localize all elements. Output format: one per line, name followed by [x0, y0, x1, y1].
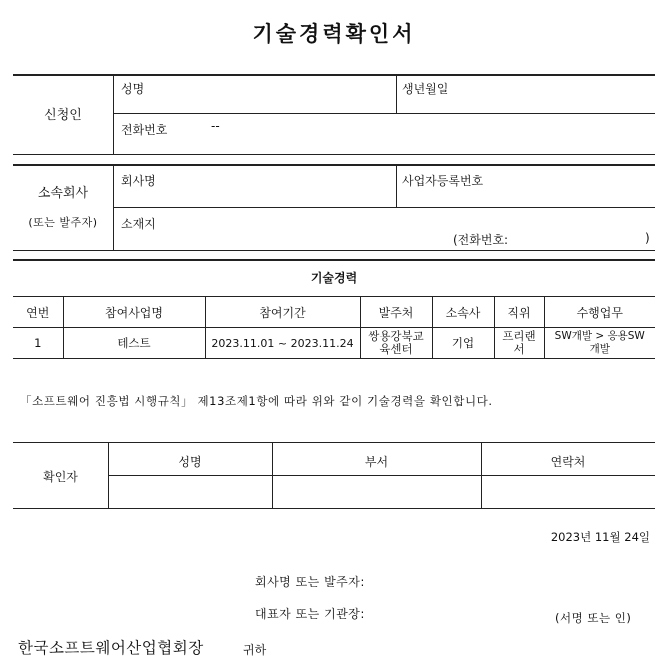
divider [13, 442, 655, 443]
representative-sign-label: 대표자 또는 기관장: [255, 607, 365, 621]
divider [13, 250, 655, 251]
applicant-phone-label: 전화번호 [121, 123, 168, 137]
cell-position [494, 328, 544, 359]
divider [13, 74, 655, 76]
company-regno-label: 사업자등록번호 [402, 174, 484, 188]
divider [13, 154, 655, 155]
document-title: 기술경력확인서 [252, 22, 416, 46]
divider [113, 207, 655, 208]
divider [113, 75, 114, 155]
divider [396, 165, 397, 207]
cell-client-line2: 육센터 [379, 342, 413, 356]
issue-date: 2023년 11월 24일 [550, 530, 650, 544]
cell-position-line2: 서 [513, 342, 525, 356]
col-header-duty: 수행업무 [544, 297, 655, 328]
company-sign-label: 회사명 또는 발주자: [255, 575, 365, 589]
col-header-client: 발주처 [360, 297, 432, 328]
col-header-no: 연번 [13, 297, 63, 328]
cell-project: 테스트 [63, 328, 205, 359]
col-header-project: 참여사업명 [63, 297, 205, 328]
recipient-suffix: 귀하 [243, 643, 267, 657]
col-header-affiliation: 소속사 [432, 297, 494, 328]
recipient-name: 한국소프트웨어산업협회장 [18, 639, 204, 657]
divider [396, 75, 397, 113]
company-phone-close: ) [645, 231, 650, 245]
seal-note: (서명 또는 인) [555, 611, 632, 625]
applicant-birth-label: 생년월일 [402, 82, 449, 96]
divider [13, 508, 655, 509]
company-section-label: 소속회사 [37, 186, 89, 201]
applicant-section-label: 신청인 [44, 108, 82, 123]
applicant-name-label: 성명 [121, 82, 145, 96]
applicant-phone-value: -- [211, 119, 220, 133]
divider [108, 475, 655, 476]
company-name-label: 회사명 [121, 174, 156, 188]
divider [13, 164, 655, 166]
company-section-sublabel: (또는 발주자) [28, 216, 98, 229]
company-address-label: 소재지 [121, 217, 156, 231]
cell-affiliation: 기업 [432, 328, 494, 359]
col-header-period: 참여기간 [205, 297, 360, 328]
confirmer-section-label: 확인자 [43, 470, 78, 484]
confirmation-statement: 「소프트웨어 진흥법 시행규칙」 제13조제1항에 따라 위와 같이 기술경력을 확인합니다. [20, 394, 493, 408]
cell-duty [544, 328, 655, 359]
company-phone-open: (전화번호: [453, 233, 509, 247]
career-header-row [13, 297, 655, 328]
divider [113, 165, 114, 251]
cell-no: 1 [13, 328, 63, 359]
confirmer-dept-label: 부서 [364, 455, 389, 469]
career-table [13, 296, 655, 359]
table-row [13, 328, 655, 359]
cell-period: 2023.11.01 ~ 2023.11.24 [205, 328, 360, 359]
confirmer-contact-label: 연락처 [550, 455, 586, 469]
cell-client [360, 328, 432, 359]
cell-duty-line2: 개발 [589, 343, 610, 355]
cell-client-line1: 쌍용강북교 [368, 329, 424, 343]
confirmer-name-label: 성명 [178, 455, 202, 469]
divider [113, 113, 655, 114]
col-header-position: 직위 [494, 297, 544, 328]
divider [13, 259, 655, 261]
cell-duty-line1: SW개발 > 응용SW [554, 330, 645, 342]
cell-position-line1: 프리랜 [502, 329, 536, 343]
career-heading: 기술경력 [310, 271, 358, 285]
